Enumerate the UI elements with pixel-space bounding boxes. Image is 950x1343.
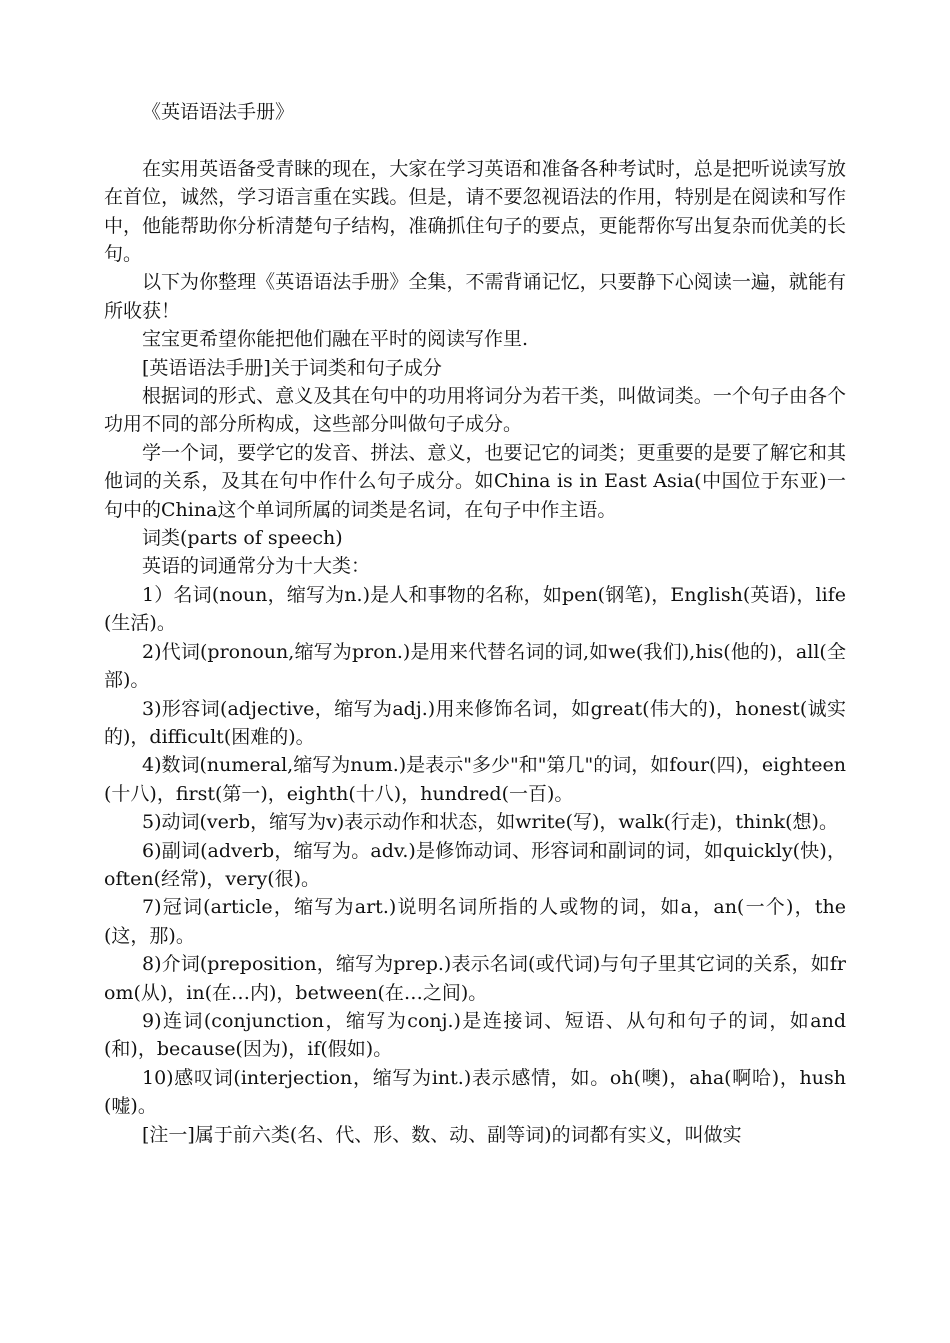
subsection-heading: 词类(parts of speech) (142, 527, 343, 550)
list-item: 2)代词(pronoun,缩写为pron.)是用来代替名词的词,如we(我们),his(他的)，all(全部)。 (104, 640, 846, 692)
list-item: 4)数词(numeral,缩写为num.)是表示"多少"和"第几"的词，如four(四)，eighteen(十八)，first(第一)，eighth(十八)，hundred(一百)。 (104, 754, 846, 805)
paragraph-intro: 在实用英语备受青睐的现在，大家在学习英语和准备各种考试时，总是把听说读写放在首位，诚然，学习语言重在实践。但是，请不要忽视语法的作用，特别是在阅读和写作中，他能帮助你分析清楚句子结构，准确抓住句子的要点，更能帮你写出复杂而优美的长句。 (104, 157, 846, 265)
paragraph-list-intro: 英语的词通常分为十大类： (142, 555, 371, 578)
paragraph-note: 宝宝更希望你能把他们融在平时的阅读写作里. (142, 328, 529, 351)
list-item: 8)介词(preposition，缩写为prep.)表示名词(或代词)与句子里其它词的关系，如from(从)，in(在…内)，between(在…之间)。 (104, 953, 846, 1004)
document-title: 《英语语法手册》 (142, 101, 295, 123)
paragraph-summary: 以下为你整理《英语语法手册》全集，不需背诵记忆，只要静下心阅读一遍，就能有所收获！ (104, 271, 846, 322)
list-item: 7)冠词(article，缩写为art.)说明名词所指的人或物的词，如a，an(一个)，the(这，那)。 (104, 896, 846, 947)
list-item: 1）名词(noun，缩写为n.)是人和事物的名称，如pen(钢笔)，English(英语)，life(生活)。 (104, 583, 846, 635)
section-heading: [英语语法手册]关于词类和句子成分 (142, 356, 442, 379)
list-item: 6)副词(adverb，缩写为。adv.)是修饰动词、形容词和副词的词，如quickly(快)，often(经常)，very(很)。 (104, 839, 846, 890)
list-item: 3)形容词(adjective，缩写为adj.)用来修饰名词，如great(伟大的)，honest(诚实的)，difficult(困难的)。 (104, 697, 846, 748)
list-item: 9)连词(conjunction，缩写为conj.)是连接词、短语、从句和句子的词，如and(和)，because(因为)，if(假如)。 (104, 1009, 846, 1061)
paragraph-example: 学一个词，要学它的发音、拼法、意义，也要记它的词类；更重要的是要了解它和其他词的关系，及其在句中作什么句子成分。如China is in East Asia(中国位于东亚)一句中的China这个单词所属的词类是名词，在句子中作主语。 (104, 441, 846, 521)
blank-line (104, 126, 846, 154)
note-paragraph: [注一]属于前六类(名、代、形、数、动、副等词)的词都有实义，叫做实 (142, 1123, 742, 1146)
list-item: 5)动词(verb，缩写为v)表示动作和状态，如write(写)，walk(行走)，think(想)。 (142, 811, 838, 834)
paragraph-definition: 根据词的形式、意义及其在句中的功用将词分为若干类，叫做词类。一个句子由各个功用不同的部分所构成，这些部分叫做句子成分。 (104, 385, 846, 436)
list-item: 10)感叹词(interjection，缩写为int.)表示感情，如。oh(噢)，aha(啊哈)，hush(嘘)。 (104, 1066, 846, 1118)
document-body (104, 98, 846, 1149)
